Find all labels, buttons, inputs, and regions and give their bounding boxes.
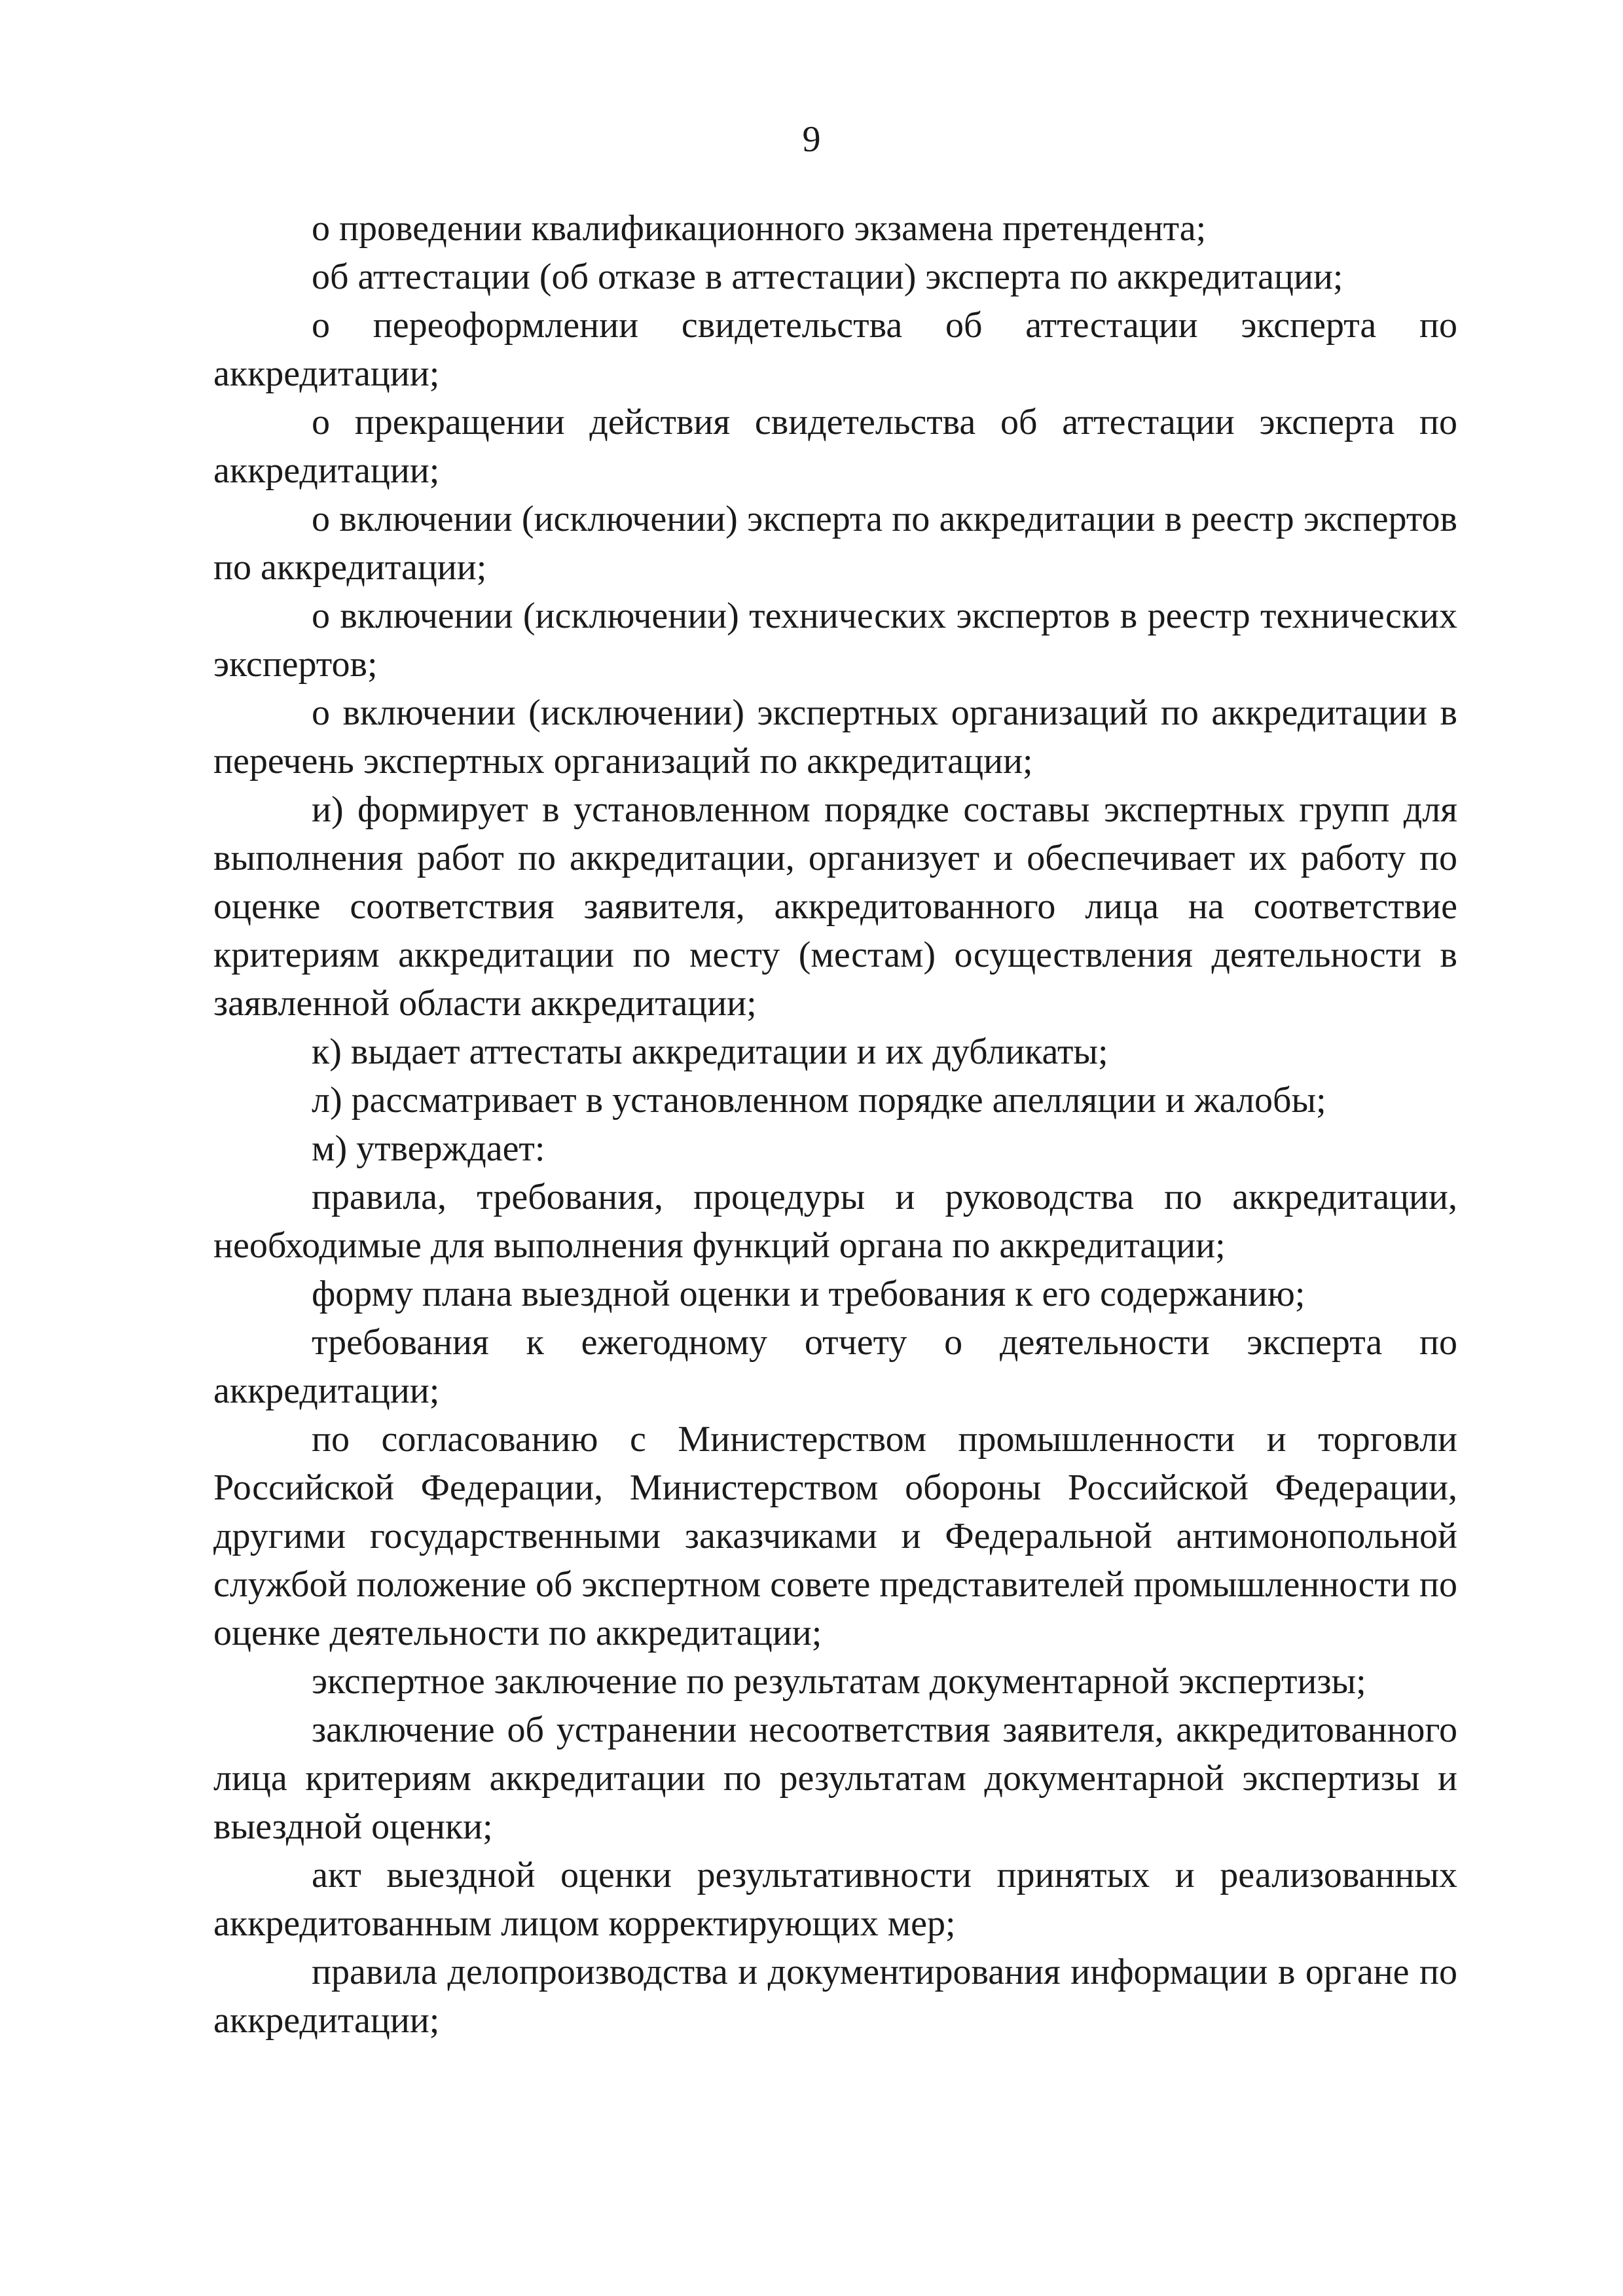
paragraph: м) утверждает: <box>312 1128 545 1169</box>
paragraph: о включении (исключении) эксперта по аккредитации в реестр экспертов по аккредитации; <box>213 499 1457 588</box>
paragraph: к) выдает аттестаты аккредитации и их дубликаты; <box>312 1031 1108 1072</box>
paragraph: заключение об устранении несоответствия заявителя, аккредитованного лица критериям аккредитации по результатам документарной экспертизы и выездной оценки; <box>213 1710 1457 1847</box>
paragraph: о переоформлении свидетельства об аттестации эксперта по аккредитации; <box>213 305 1457 394</box>
paragraph: об аттестации (об отказе в аттестации) эксперта по аккредитации; <box>312 257 1343 297</box>
paragraph: требования к ежегодному отчету о деятельности эксперта по аккредитации; <box>213 1322 1457 1411</box>
paragraph: о прекращении действия свидетельства об аттестации эксперта по аккредитации; <box>213 402 1457 491</box>
paragraph: л) рассматривает в установленном порядке апелляции и жалобы; <box>312 1080 1326 1121</box>
document-body <box>213 204 1457 2045</box>
paragraph: по согласованию с Министерством промышленности и торговли Российской Федерации, Министерством обороны Российской Федерации, другими государственными заказчиками и Федеральной антимонопольной службой положение об экспертном совете представителей промышленности по оценке деятельности по аккредитации; <box>213 1419 1457 1653</box>
page-number: 9 <box>802 119 821 160</box>
paragraph: акт выездной оценки результативности принятых и реализованных аккредитованным лицом корректирующих мер; <box>213 1855 1457 1944</box>
paragraph: о включении (исключении) экспертных организаций по аккредитации в перечень экспертных организаций по аккредитации; <box>213 692 1457 781</box>
paragraph: правила, требования, процедуры и руководства по аккредитации, необходимые для выполнения функций органа по аккредитации; <box>213 1177 1457 1266</box>
paragraph: и) формирует в установленном порядке составы экспертных групп для выполнения работ по аккредитации, организует и обеспечивает их работу по оценке соответствия заявителя, аккредитованного лица на соответствие критериям аккредитации по месту (местам) осуществления деятельности в заявленной области аккредитации; <box>213 789 1457 1024</box>
paragraph: правила делопроизводства и документирования информации в органе по аккредитации; <box>213 1952 1457 2041</box>
paragraph: о проведении квалификационного экзамена претендента; <box>312 208 1207 249</box>
paragraph: форму плана выездной оценки и требования к его содержанию; <box>312 1274 1305 1314</box>
paragraph: экспертное заключение по результатам документарной экспертизы; <box>312 1661 1366 1702</box>
paragraph: о включении (исключении) технических экспертов в реестр технических экспертов; <box>213 596 1457 685</box>
